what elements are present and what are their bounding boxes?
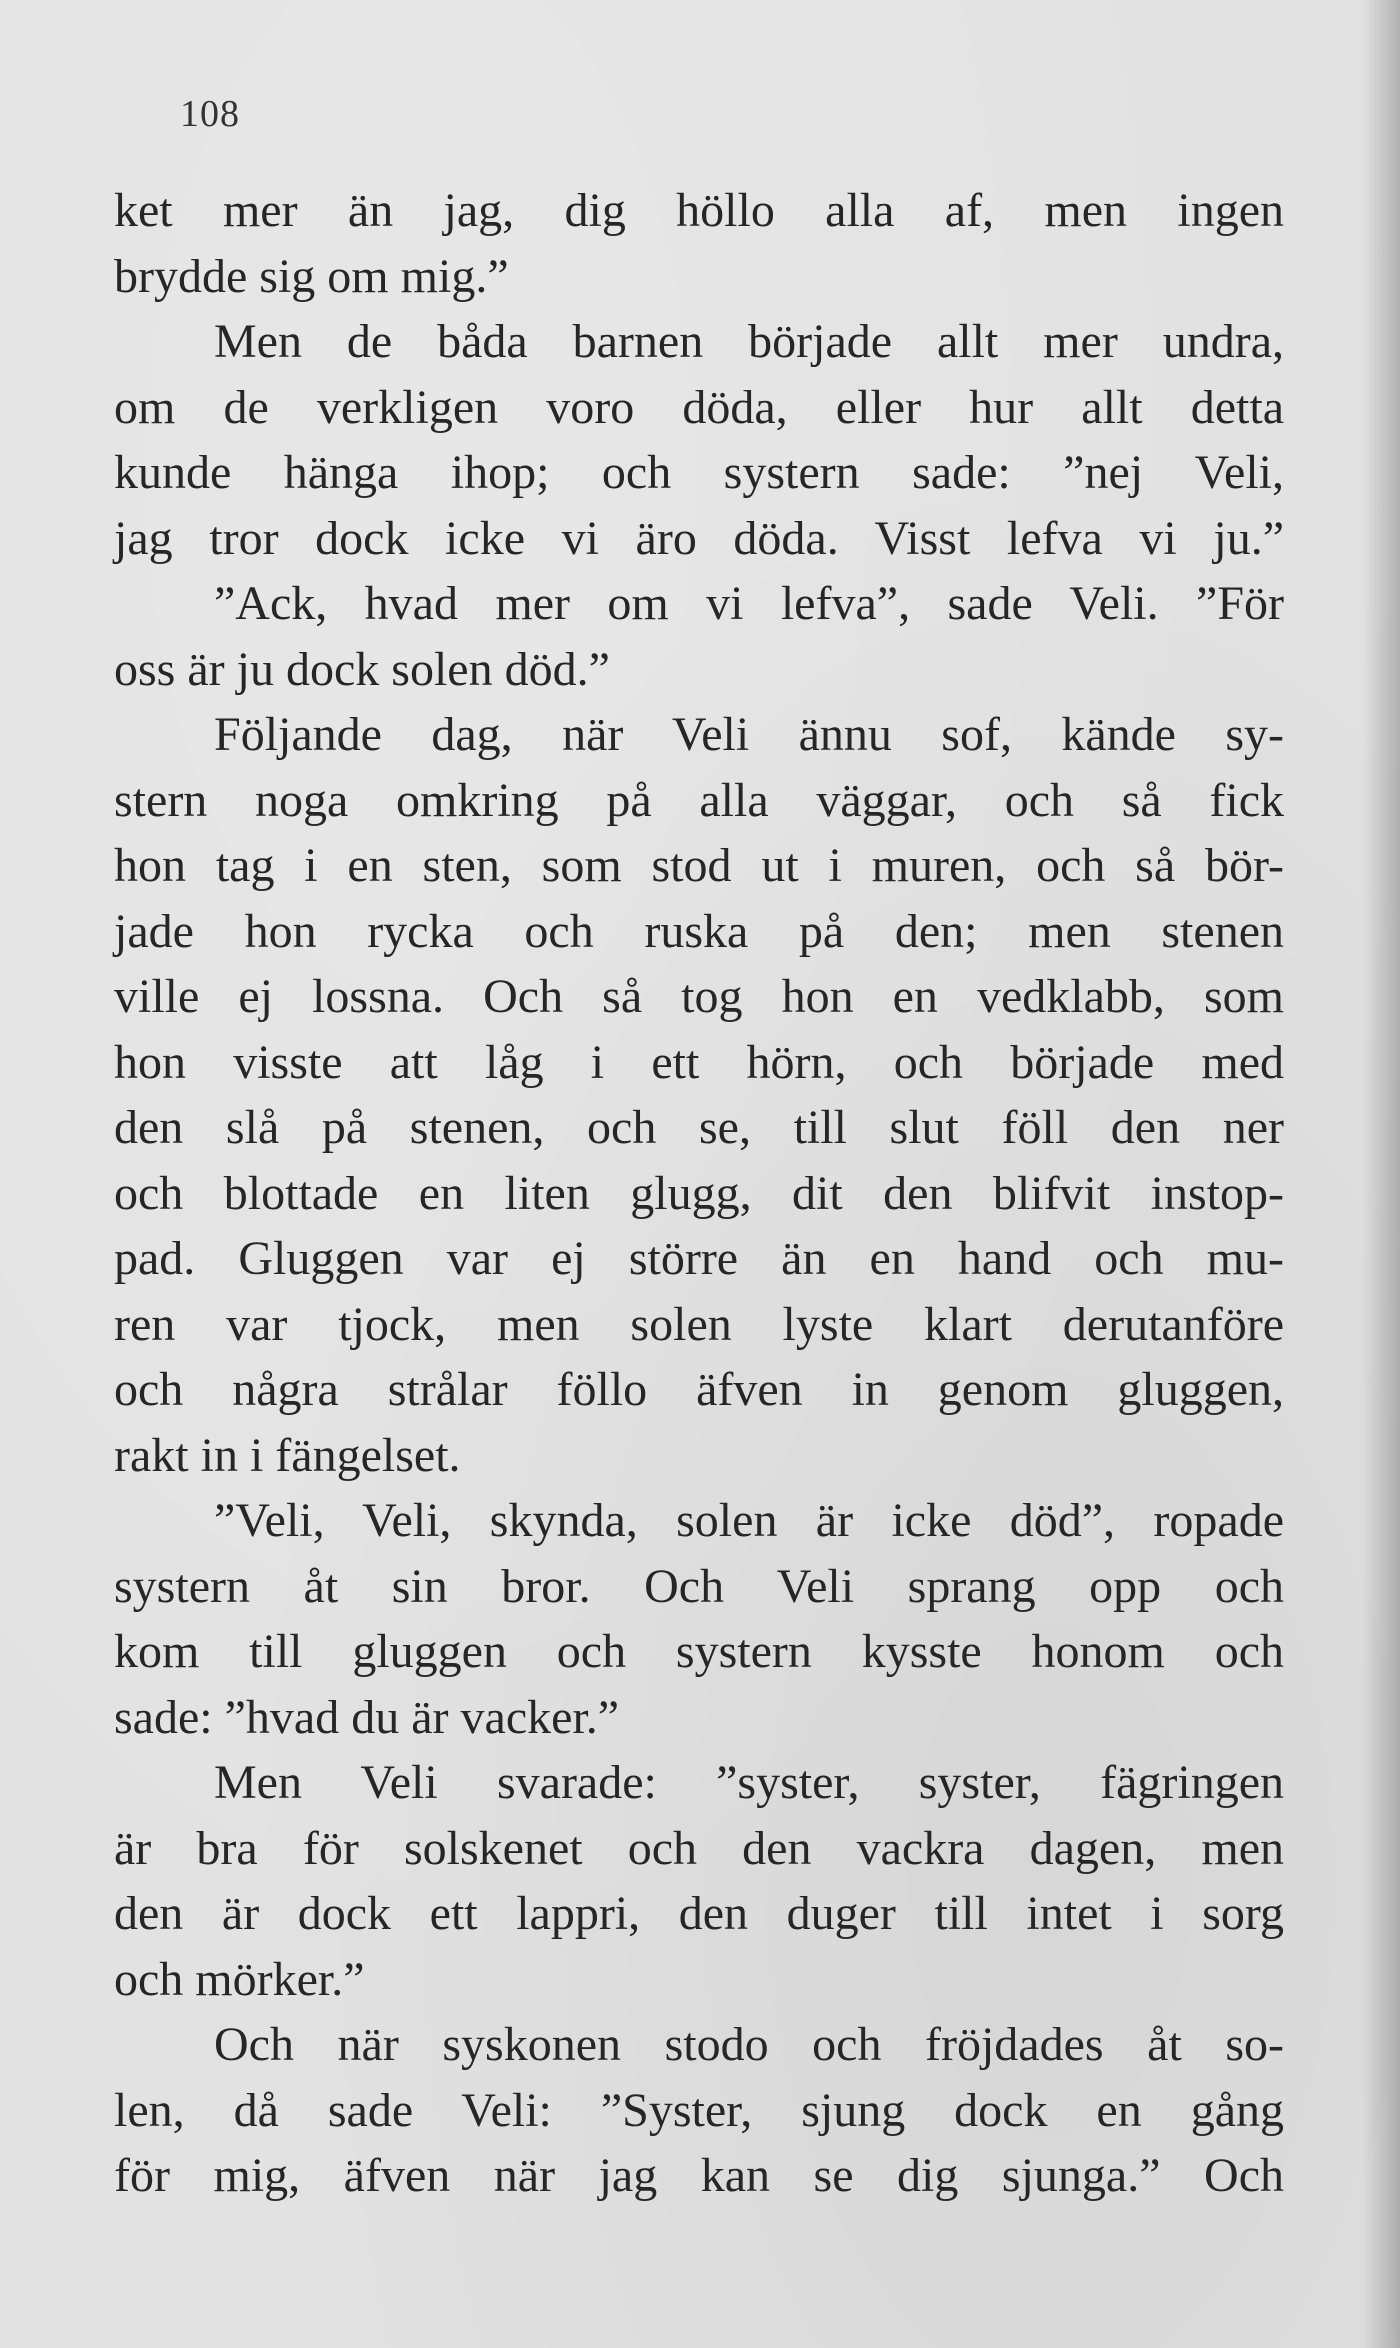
text-line: stern noga omkring på alla väggar, och så fick	[114, 773, 1284, 827]
text-line: ren var tjock, men solen lyste klart derutanföre	[114, 1297, 1284, 1351]
text-line: hon tag i en sten, som stod ut i muren, och så bör-	[114, 839, 1284, 892]
text-line: kom till gluggen och systern kysste honom och	[114, 1625, 1284, 1678]
text-line: oss är ju dock solen död.”	[114, 642, 610, 696]
text-line: ket mer än jag, dig höllo alla af, men ingen	[114, 184, 1284, 237]
text-line: ”Veli, Veli, skynda, solen är icke död”, ropade	[214, 1494, 1284, 1547]
text-line: och några strålar föllo äfven in genom gluggen,	[114, 1363, 1284, 1416]
text-line: Men de båda barnen började allt mer undra,	[214, 315, 1284, 368]
text-line: den är dock ett lappri, den duger till intet i sorg	[114, 1887, 1284, 1940]
body-text	[114, 178, 1284, 2209]
text-line: brydde sig om mig.”	[114, 249, 509, 303]
text-line: för mig, äfven när jag kan se dig sjunga.” Och	[114, 2149, 1284, 2202]
page-number: 108	[180, 93, 240, 135]
text-line: och blottade en liten glugg, dit den blifvit instop-	[114, 1166, 1284, 1220]
text-line: Och när syskonen stodo och fröjdades åt so-	[214, 2018, 1284, 2071]
text-line: systern åt sin bror. Och Veli sprang opp och	[114, 1559, 1284, 1613]
text-line: är bra för solskenet och den vackra dagen, men	[114, 1821, 1284, 1875]
text-line: kunde hänga ihop; och systern sade: ”nej Veli,	[114, 446, 1284, 499]
text-line: Följande dag, när Veli ännu sof, kände sy-	[214, 708, 1284, 761]
text-line: jag tror dock icke vi äro döda. Visst lefva vi ju.”	[114, 511, 1284, 565]
text-line: ”Ack, hvad mer om vi lefva”, sade Veli. ”För	[214, 577, 1284, 630]
text-line: ville ej lossna. Och så tog hon en vedklabb, som	[114, 970, 1284, 1023]
text-line: pad. Gluggen var ej större än en hand och mu-	[114, 1232, 1284, 1285]
text-line: Men Veli svarade: ”syster, syster, fägringen	[214, 1756, 1284, 1809]
text-line: om de verkligen voro döda, eller hur allt detta	[114, 380, 1284, 434]
text-line: hon visste att låg i ett hörn, och började med	[114, 1035, 1284, 1089]
text-line: sade: ”hvad du är vacker.”	[114, 1690, 620, 1744]
text-line: jade hon rycka och ruska på den; men stenen	[114, 904, 1284, 958]
text-line: rakt in i fängelset.	[114, 1428, 461, 1482]
text-line: den slå på stenen, och se, till slut föll den ner	[114, 1101, 1284, 1154]
text-line: och mörker.”	[114, 1952, 365, 2006]
text-line: len, då sade Veli: ”Syster, sjung dock en gång	[114, 2083, 1284, 2137]
